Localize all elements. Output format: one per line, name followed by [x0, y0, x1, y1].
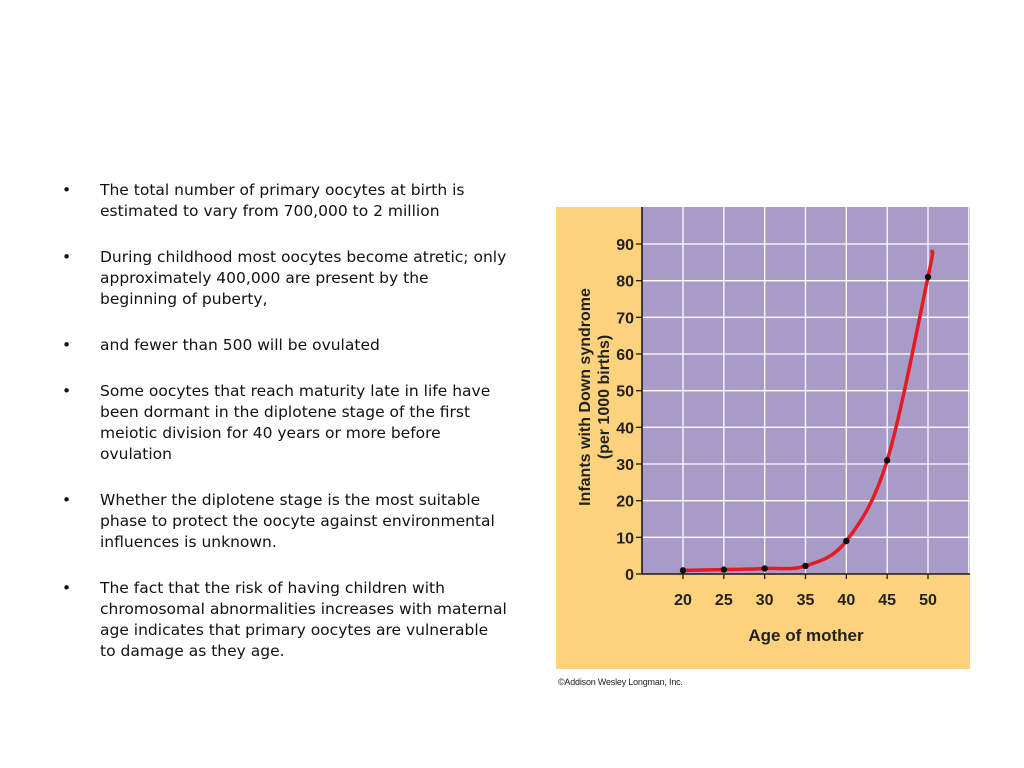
bullet-marker: • [62, 382, 72, 400]
x-tick-label: 25 [714, 592, 733, 609]
bullet-text: During childhood most oocytes become atretic; only approximately 400,000 are present by the beginning of puberty, [100, 248, 507, 308]
data-point [680, 567, 686, 573]
data-point [761, 565, 767, 571]
copyright-notice: ©Addison Wesley Longman, Inc. [558, 677, 683, 687]
x-tick-label: 50 [919, 592, 937, 609]
down-syndrome-chart [556, 207, 970, 687]
bullet-text: Some oocytes that reach maturity late in life have been dormant in the diplotene stage of the first meiotic division for 40 years or more before ovulation [100, 382, 491, 463]
bullet-item [62, 335, 507, 356]
y-tick-label: 80 [616, 273, 634, 291]
bullet-item [62, 180, 507, 222]
data-point [802, 563, 808, 569]
y-tick-label: 40 [616, 420, 634, 438]
bullet-marker: • [62, 181, 72, 199]
bullet-marker: • [62, 491, 72, 509]
bullet-item [62, 247, 507, 310]
y-tick-label: 50 [616, 383, 634, 401]
bullet-item [62, 490, 507, 553]
bullet-item [62, 578, 507, 662]
bullet-text: Whether the diplotene stage is the most suitable phase to protect the oocyte against environmental influences is unknown. [100, 491, 495, 551]
y-tick-label: 90 [616, 237, 634, 254]
y-axis-label-line1: Infants with Down syndrome [577, 288, 594, 506]
y-tick-label: 70 [616, 310, 634, 328]
x-axis-label: Age of mother [748, 626, 864, 645]
data-point [843, 538, 849, 544]
data-point [884, 457, 890, 463]
x-tick-label: 35 [796, 592, 815, 609]
bullet-list [62, 180, 507, 687]
bullet-marker: • [62, 579, 72, 597]
x-tick-label: 45 [878, 592, 897, 609]
x-tick-label: 40 [837, 592, 856, 609]
x-tick-label: 30 [755, 592, 774, 609]
bullet-text: The fact that the risk of having children with chromosomal abnormalities increases with maternal age indicates that primary oocytes are vulnerable to damage as they age. [100, 579, 507, 660]
bullet-text: The total number of primary oocytes at birth is estimated to vary from 700,000 to 2 million [100, 181, 465, 220]
y-axis-label-line2: (per 1000 births) [596, 334, 613, 460]
y-tick-label: 0 [625, 567, 634, 584]
y-tick-label: 10 [616, 530, 634, 548]
y-tick-label: 20 [616, 493, 634, 511]
chart-canvas [556, 207, 970, 669]
data-point [925, 274, 931, 280]
bullet-marker: • [62, 336, 72, 354]
bullet-item [62, 381, 507, 465]
x-tick-label: 20 [674, 592, 692, 609]
bullet-text: and fewer than 500 will be ovulated [100, 336, 380, 354]
y-tick-label: 30 [616, 457, 634, 474]
data-point [721, 566, 727, 572]
bullet-marker: • [62, 248, 72, 266]
y-tick-label: 60 [616, 347, 634, 364]
